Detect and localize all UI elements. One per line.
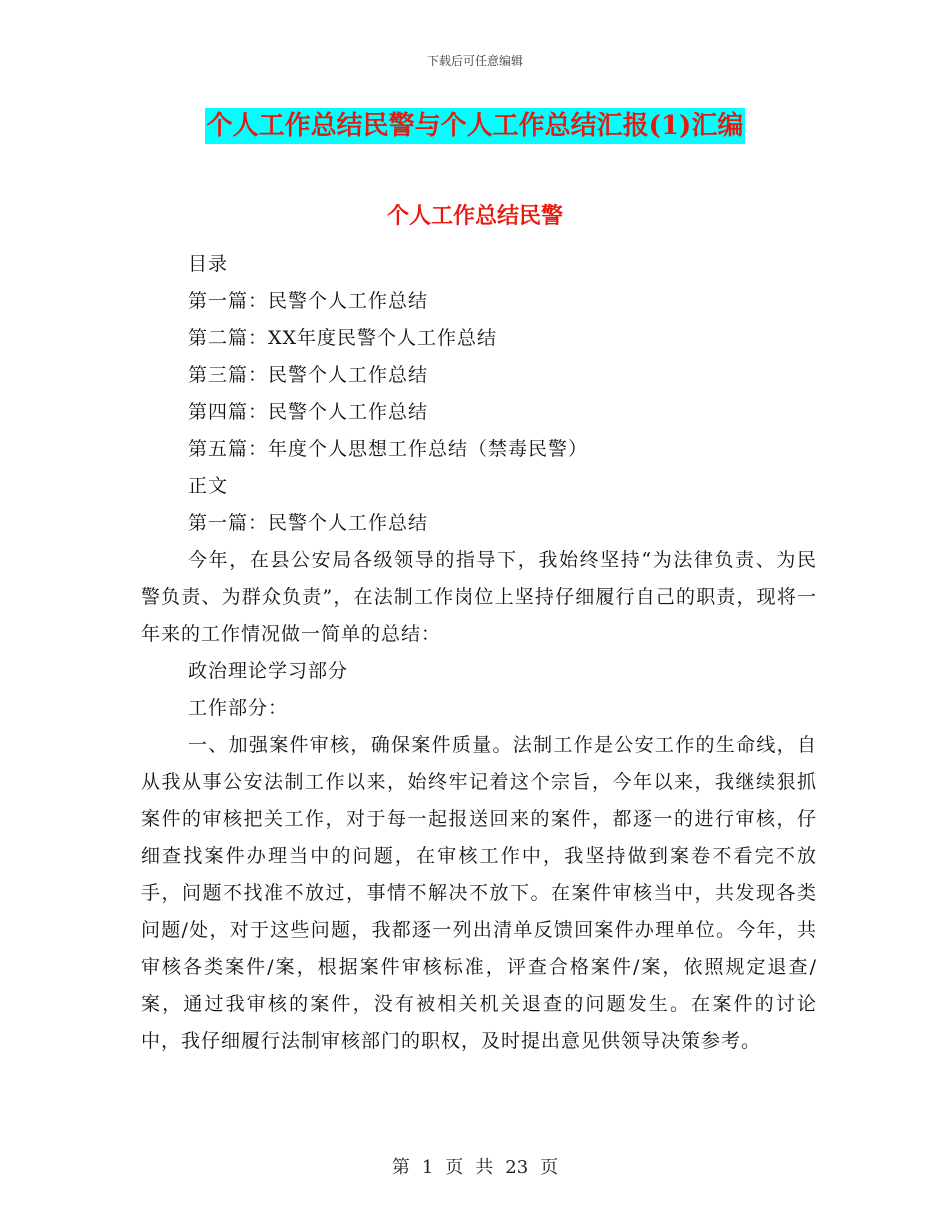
footer-label: 第 xyxy=(391,1157,410,1178)
main-title-container xyxy=(0,108,950,144)
page-number-total: 23 xyxy=(505,1157,529,1178)
footer-label: 页 xyxy=(445,1157,464,1178)
part-title: 第一篇：民警个人工作总结 xyxy=(188,512,429,534)
page-footer xyxy=(0,1153,950,1179)
main-title: 个人工作总结民警与个人工作总结汇报(1)汇编 xyxy=(205,108,746,144)
toc-item: 第五篇：年度个人思想工作总结（禁毒民警） xyxy=(188,438,589,460)
section-title: 个人工作总结民警 xyxy=(386,203,563,229)
footer-label: 页 xyxy=(540,1157,559,1178)
toc-item: 第四篇：民警个人工作总结 xyxy=(188,401,429,423)
page-number-current: 1 xyxy=(421,1157,434,1178)
toc-item: 第一篇：民警个人工作总结 xyxy=(188,290,429,312)
work-heading: 工作部分： xyxy=(188,697,289,719)
footer-label: 共 xyxy=(475,1157,494,1178)
intro-paragraph: 今年，在县公安局各级领导的指导下，我始终坚持“为法律负责、为民警负责、为群众负责”，在法制工作岗位上坚持仔细履行自己的职责，现将一年来的工作情况做一简单的总结： xyxy=(141,549,817,645)
header-note: 下载后可任意编辑 xyxy=(426,54,523,68)
document-body xyxy=(141,246,817,1060)
toc-item: 第三篇：民警个人工作总结 xyxy=(188,364,429,386)
toc-item: 第二篇：XX年度民警个人工作总结 xyxy=(188,327,498,349)
politics-heading: 政治理论学习部分 xyxy=(188,660,349,682)
toc-heading: 目录 xyxy=(188,253,229,275)
case-review-paragraph: 一、加强案件审核，确保案件质量。法制工作是公安工作的生命线，自从我从事公安法制工作以来，始终牢记着这个宗旨，今年以来，我继续狠抓案件的审核把关工作，对于每一起报送回来的案件，都逐一的进行审核，仔细查找案件办理当中的问题，在审核工作中，我坚持做到案卷不看完不放手，问题不找准不放过，事情不解决不放下。在案件审核当中，共发现各类问题/处，对于这些问题，我都逐一列出清单反馈回案件办理单位。今年，共审核各类案件/案，根据案件审核标准，评查合格案件/案，依照规定退查/案，通过我审核的案件，没有被相关机关退查的问题发生。在案件的讨论中，我仔细履行法制审核部门的职权，及时提出意见供领导决策参考。 xyxy=(141,734,817,1052)
zhengwen-heading: 正文 xyxy=(188,475,229,497)
